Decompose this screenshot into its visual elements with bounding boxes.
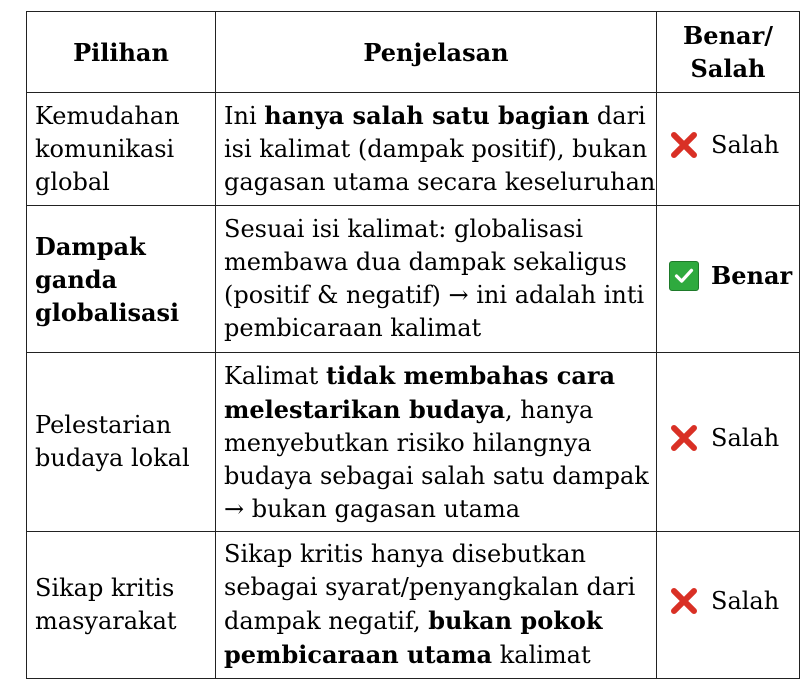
option-cell: Pelestarian budaya lokal: [27, 353, 216, 532]
verdict-cell: [657, 532, 800, 679]
table-row: [27, 93, 800, 206]
verdict-label: Salah: [711, 130, 780, 159]
verdict-label: Benar: [711, 261, 793, 291]
answer-analysis-table: [26, 11, 800, 679]
explanation-text: Kalimat: [224, 361, 326, 390]
explanation-emphasis: tidak membahas cara melestarikan budaya: [224, 360, 616, 424]
explanation-cell: [216, 206, 657, 353]
explanation-cell: [216, 353, 657, 532]
explanation-cell: [216, 532, 657, 679]
explanation-text: , hanya menyebutkan risiko hilangnya budaya sebagai salah satu dampak → bukan gagasan utama: [224, 395, 649, 523]
verdict-cell: [657, 353, 800, 532]
explanation-text: dari isi kalimat (dampak positif), bukan gagasan utama secara keseluruhan: [224, 102, 656, 196]
header-option: Pilihan: [27, 12, 216, 93]
explanation-text: Ini: [224, 102, 265, 130]
option-cell: Dampak ganda globalisasi: [27, 206, 216, 353]
verdict-cell: [657, 206, 800, 353]
verdict-label: Salah: [711, 586, 780, 615]
cross-mark-icon: [669, 130, 699, 160]
explanation-cell: [216, 93, 657, 206]
explanation-emphasis: hanya salah satu bagian: [264, 101, 590, 130]
check-mark-icon: [669, 261, 699, 291]
header-verdict-line1: Benar/: [683, 21, 773, 50]
header-verdict-line2: Salah: [690, 54, 766, 83]
table-row: [27, 532, 800, 679]
explanation-text: kalimat: [492, 641, 591, 669]
table-row: [27, 206, 800, 353]
cross-mark-icon: [669, 586, 699, 616]
header-explanation: Penjelasan: [216, 12, 657, 93]
header-verdict: [657, 12, 800, 93]
option-cell: Sikap kritis masyarakat: [27, 532, 216, 679]
header-row: [27, 12, 800, 93]
cross-mark-icon: [669, 423, 699, 453]
option-cell: Kemudahan komunikasi global: [27, 93, 216, 206]
verdict-label: Salah: [711, 423, 780, 452]
explanation-text: Sikap kritis hanya disebutkan sebagai syarat/penyangkalan dari dampak negatif,: [224, 540, 636, 635]
verdict-cell: [657, 93, 800, 206]
explanation-emphasis: bukan pokok pembicaraan utama: [224, 606, 603, 669]
table-row: [27, 353, 800, 532]
explanation-text: Sesuai isi kalimat: globalisasi membawa dua dampak sekaligus (positif & negatif) → ini adalah inti pembicaraan kalimat: [224, 215, 645, 342]
